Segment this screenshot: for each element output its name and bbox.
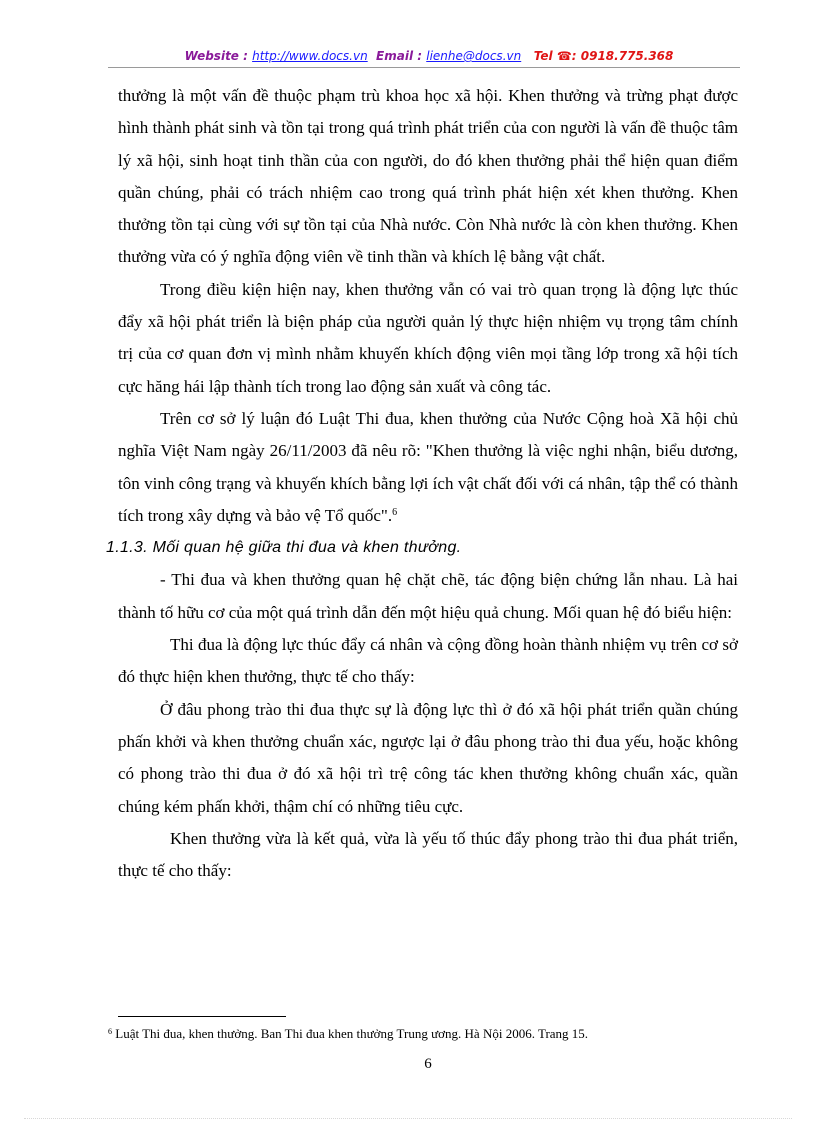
email-separator: : <box>413 49 427 63</box>
page-bottom-border <box>24 1118 792 1119</box>
main-text <box>106 80 738 887</box>
footnote <box>108 1025 748 1043</box>
paragraph-3 <box>118 403 738 532</box>
footnote-number: 6 <box>108 1027 112 1036</box>
footnote-reference[interactable]: 6 <box>392 506 398 518</box>
footnote-text: Luật Thi đua, khen thưởng. Ban Thi đua khen thưởng Trung ương. Hà Nội 2006. Trang 15. <box>112 1026 589 1041</box>
paragraph-3-text: Trên cơ sở lý luận đó Luật Thi đua, khen thưởng của Nước Cộng hoà Xã hội chủ nghĩa Việt Nam ngày 26/11/2003 đã nêu rõ: "Khen thưởng là việc nghi nhận, biểu dương, tôn vinh công trạng và khuyến khích bằng lợi ích vật chất đối với cá nhân, tập thể có thành tích trong xây dựng và bảo vệ Tổ quốc". <box>118 408 738 525</box>
paragraph-7: Khen thưởng vừa là kết quả, vừa là yếu tố thúc đẩy phong trào thi đua phát triển, thực tế cho thấy: <box>118 828 738 881</box>
footnote-divider <box>118 1016 286 1017</box>
website-separator: : <box>238 49 253 63</box>
paragraph-6: Ở đâu phong trào thi đua thực sự là động lực thì ở đó xã hội phát triển quần chúng phấn khởi và khen thưởng chuẩn xác, ngược lại ở đâu phong trào thi đua yếu, hoặc không có phong trào thi đua ở đó xã hội trì trệ công tác khen thưởng không chuẩn xác, quần chúng kém phấn khởi, thậm chí có những tiêu cực. <box>118 699 738 816</box>
paragraph-2: Trong điều kiện hiện nay, khen thưởng vẫn có vai trò quan trọng là động lực thúc đẩy xã hội phát triển là biện pháp của người quản lý thực hiện nhiệm vụ trọng tâm chính trị của cơ quan đơn vị mình nhằm khuyến khích động viên mọi tầng lớp trong xã hội tích cực hăng hái lập thành tích trong lao động sản xuất và công tác. <box>118 279 738 396</box>
paragraph-4: - Thi đua và khen thưởng quan hệ chặt chẽ, tác động biện chứng lẫn nhau. Là hai thành tố hữu cơ của một quá trình dẫn đến một hiệu quả chung. Mối quan hệ đó biểu hiện: <box>118 570 738 622</box>
header-divider <box>108 67 740 68</box>
paragraph-5: Thi đua là động lực thúc đẩy cá nhân và cộng đồng hoàn thành nhiệm vụ trên cơ sở đó thực hiện khen thưởng, thực tế cho thấy: <box>118 635 738 687</box>
paragraph-1: thưởng là một vấn đề thuộc phạm trù khoa học xã hội. Khen thưởng và trừng phạt được hình thành phát sinh và tồn tại trong quá trình phát triển của con người là vấn đề thuộc tâm lý xã hội, sinh hoạt tinh thần của con người, do đó khen thưởng phải thể hiện quan điểm quần chúng, phải có trách nhiệm cao trong quá trình phát hiện xét khen thưởng. Khen thưởng tồn tại cùng với sự tồn tại của Nhà nước. Còn Nhà nước là còn khen thưởng. Khen thưởng vừa có ý nghĩa động viên về tinh thần và khích lệ bằng vật chất. <box>118 86 738 267</box>
website-label: Website <box>184 49 239 63</box>
website-link[interactable]: http://www.docs.vn <box>252 49 368 63</box>
phone-number: Tel ☎: 0918.775.368 <box>533 49 674 63</box>
email-label: Email <box>376 49 414 63</box>
page-header <box>118 46 740 68</box>
page-number: 6 <box>424 1056 432 1072</box>
email-link[interactable]: lienhe@docs.vn <box>426 49 522 63</box>
section-heading: 1.1.3. Mối quan hệ giữa thi đua và khen thưởng. <box>106 539 462 557</box>
